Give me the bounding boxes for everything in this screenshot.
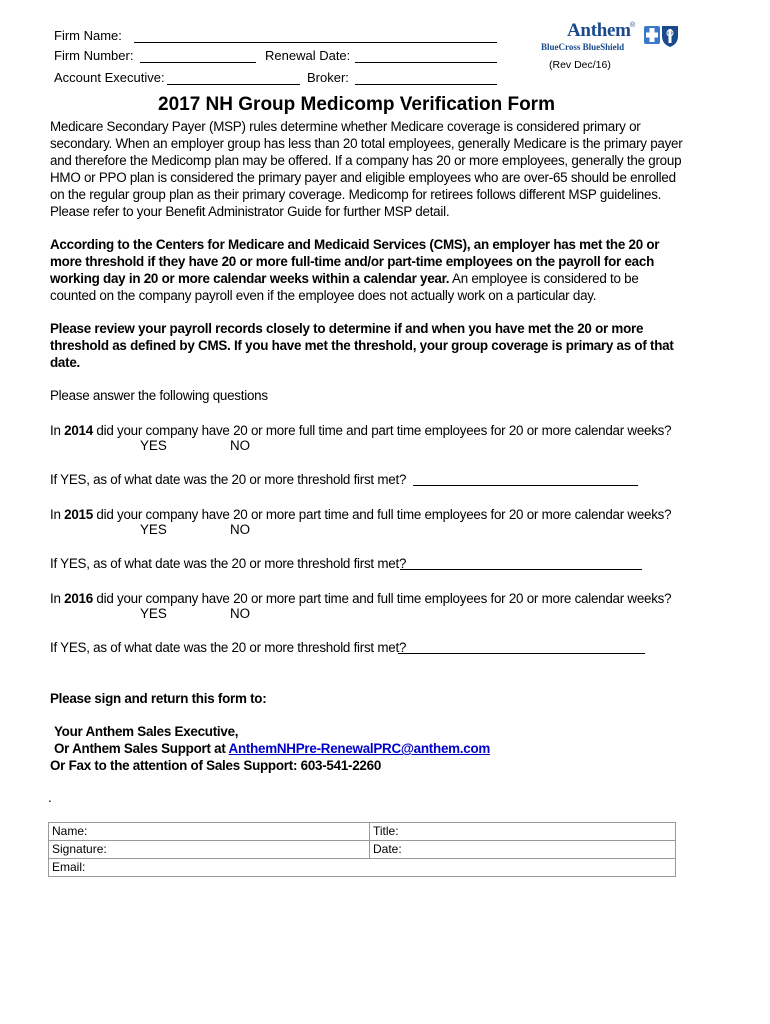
cms-bold-text: According to the Centers for Medicare and Medicaid Services (CMS), an employer has met the 20 or more threshold if they have 20 or more full-time and/or part-time employees on the payroll for each working day in 20 or more calendar weeks within a calendar year. [50, 237, 660, 286]
review-paragraph: Please review your payroll records closely to determine if and when you have met the 20 or more threshold as defined by CMS. If you have met the threshold, your group coverage is primary as of that date. [50, 321, 674, 370]
please-answer-text: Please answer the following questions [50, 388, 268, 403]
title-field[interactable] [370, 823, 676, 841]
firm-name-label: Firm Name: [54, 28, 122, 43]
renewal-date-label: Renewal Date: [265, 48, 351, 63]
broker-field[interactable] [355, 84, 497, 85]
email-field[interactable] [49, 859, 676, 877]
cms-paragraph [50, 236, 686, 304]
signature-field[interactable] [49, 841, 370, 859]
anthem-logo [541, 20, 681, 52]
no-option-2015[interactable]: NO [230, 522, 251, 537]
question-year: 2014 [64, 423, 93, 438]
broker-label: Broker: [307, 70, 349, 85]
no-option-2014[interactable]: NO [230, 438, 251, 453]
intro-paragraph: Medicare Secondary Payer (MSP) rules determine whether Medicare coverage is considered primary or secondary. When an employer group has less than 20 total employees, generally Medicare is the primary payer and therefore the Medicomp plan may be offered. If a company has 20 or more employees, generally the group HMO or PPO plan is considered the primary payer and eligible employees who are over-65 should be enrolled on the regular group plan as their primary coverage. Medicomp for retirees follows different MSP guidelines. Please refer to your Benefit Administrator Guide for further MSP detail. [50, 119, 683, 219]
stray-dot: . [48, 790, 52, 805]
return-heading: Please sign and return this form to: [50, 691, 267, 706]
name-field[interactable] [49, 823, 370, 841]
question-2015: In 2015 did your company have 20 or more part time and full time employees for 20 or more calendar weeks? [50, 507, 672, 522]
logo-sub: BlueCross BlueShield [541, 42, 625, 52]
title-label: Title: [373, 824, 399, 838]
no-option-2016[interactable]: NO [230, 606, 251, 621]
yes-option-2015[interactable]: YES [140, 522, 167, 537]
followup-2014: If YES, as of what date was the 20 or more threshold first met? [50, 472, 407, 487]
revision-date: (Rev Dec/16) [549, 59, 611, 71]
logo-name: Anthem [567, 20, 631, 41]
bluecross-blueshield-icon [643, 24, 679, 48]
firm-number-label: Firm Number: [54, 48, 134, 63]
signature-label: Signature: [52, 842, 107, 856]
question-2014: In 2014 did your company have 20 or more full time and part time employees for 20 or more calendar weeks? [50, 423, 672, 438]
date-label: Date: [373, 842, 402, 856]
threshold-date-field-2016[interactable] [398, 653, 645, 654]
question-2016: In 2016 did your company have 20 or more part time and full time employees for 20 or more calendar weeks? [50, 591, 672, 606]
firm-number-field[interactable] [140, 62, 256, 63]
yes-option-2016[interactable]: YES [140, 606, 167, 621]
threshold-date-field-2015[interactable] [400, 569, 642, 570]
name-label: Name: [52, 824, 88, 838]
return-line-sales-support: Or Anthem Sales Support at AnthemNHPre-RenewalPRC@anthem.com [54, 741, 491, 756]
threshold-date-field-2014[interactable] [413, 485, 638, 486]
date-field[interactable] [370, 841, 676, 859]
yes-option-2014[interactable]: YES [140, 438, 167, 453]
page-title: 2017 NH Group Medicomp Verification Form [158, 94, 555, 115]
cms-normal-text: An employee is considered to be counted on the company payroll even if the employee does not actually work on a particular day. [50, 271, 639, 303]
question-year: 2016 [64, 591, 93, 606]
question-year: 2015 [64, 507, 93, 522]
email-label: Email: [52, 860, 86, 874]
followup-2016: If YES, as of what date was the 20 or more threshold first met? [50, 640, 407, 655]
followup-2015: If YES, as of what date was the 20 or more threshold first met? [50, 556, 407, 571]
account-executive-label: Account Executive: [54, 70, 165, 85]
sales-support-email-link[interactable]: AnthemNHPre-RenewalPRC@anthem.com [228, 741, 491, 756]
renewal-date-field[interactable] [355, 62, 497, 63]
signature-table [48, 822, 676, 877]
account-executive-field[interactable] [167, 84, 300, 85]
logo-registered: ® [630, 22, 636, 29]
return-line-sales-exec: Your Anthem Sales Executive, [54, 724, 239, 739]
return-line-fax: Or Fax to the attention of Sales Support: 603-541-2260 [50, 758, 382, 773]
firm-name-field[interactable] [134, 42, 497, 43]
